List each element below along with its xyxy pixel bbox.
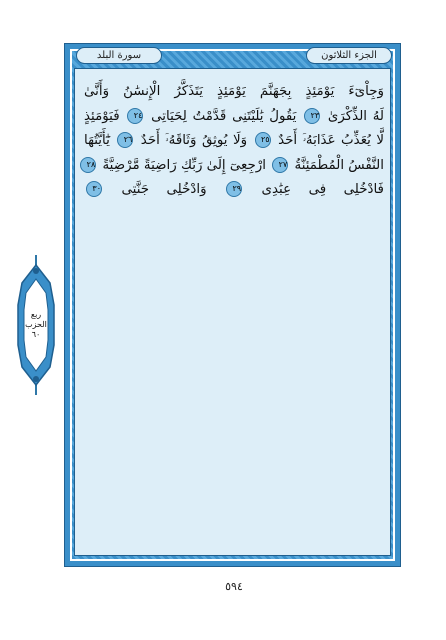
verse-text: النَّفْسُ الْمُطْمَئِنَّةُ — [294, 157, 384, 173]
ayah-number-marker: ٢٧ — [272, 157, 288, 173]
text-line — [84, 178, 384, 203]
hizb-line-1: ربع — [30, 310, 42, 319]
surah-header — [76, 47, 162, 64]
verse-text: وَادْخُلِى جَنَّتِى — [121, 182, 207, 198]
ayah-number-marker: ٢٩ — [226, 181, 242, 197]
quran-text-block — [84, 80, 384, 203]
hizb-line-2: الحزب — [25, 320, 47, 329]
surah-title: سورة البلد — [96, 50, 142, 61]
verse-text: ارْجِعِىٓ إِلَىٰ رَبِّكِ رَاضِيَةً مَّرْضِيَّةً — [102, 157, 266, 173]
text-line — [84, 129, 384, 154]
hizb-line-3: ٦٠ — [31, 330, 41, 339]
juz-title: الجزء الثلاثون — [321, 50, 377, 61]
ayah-number-marker: ٣٠ — [86, 181, 102, 197]
verse-text: لَهُ الذِّكْرَىٰ — [327, 108, 384, 124]
verse-text: وَلَا يُوثِقُ وَثَاقَهُۥٓ أَحَدٌ — [140, 133, 248, 149]
juz-header — [306, 47, 392, 64]
verse-text: يَٰٓأَيَّتُهَا — [84, 133, 110, 149]
ayah-number-marker: ٢٣ — [304, 108, 320, 124]
text-line — [84, 105, 384, 130]
verse-text: يَقُولُ يَٰلَيْتَنِى قَدَّمْتُ لِحَيَاتِى — [151, 108, 297, 124]
verse-text: وَجِاْىٓءَ يَوْمَئِذٍ بِجَهَنَّمَ يَوْمَئِذٍ يَتَذَكَّرُ الْإِنسَٰنُ وَأَنَّىٰ — [84, 84, 384, 99]
ayah-number-marker: ٢٦ — [117, 132, 133, 148]
verse-text: فَيَوْمَئِذٍ — [84, 108, 120, 124]
ayah-number-marker: ٢٤ — [127, 108, 143, 124]
page-number: ٥٩٤ — [225, 580, 243, 593]
ayah-number-marker: ٢٥ — [255, 132, 271, 148]
verse-text: فَادْخُلِى فِى عِبَٰدِى — [261, 182, 384, 198]
ayah-number-marker: ٢٨ — [80, 157, 96, 173]
verse-text: لَّا يُعَذِّبُ عَذَابَهُۥٓ أَحَدٌ — [278, 133, 384, 149]
hizb-label — [19, 310, 53, 340]
text-line — [84, 154, 384, 179]
text-line — [84, 80, 384, 105]
